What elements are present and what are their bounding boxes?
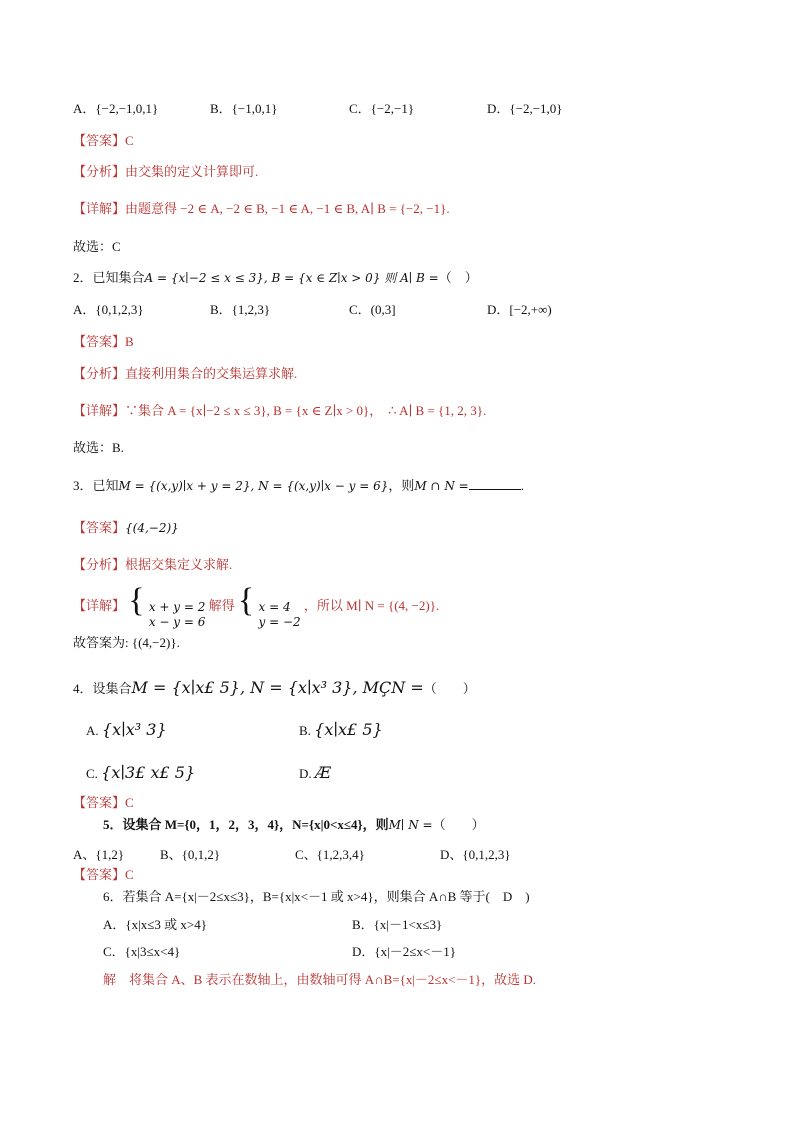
q5-option-a: A、{1,2}: [73, 847, 125, 862]
q5-answer-row: [73, 866, 134, 884]
q3-stem: [73, 477, 524, 495]
q2-stem-prefix: 2．已知集合: [73, 270, 145, 285]
q1-option-a: A．{−2,−1,0,1}: [73, 101, 159, 116]
q3-solve-word: 解得: [208, 597, 235, 613]
option-letter: C.: [86, 766, 98, 781]
q5-option-d: D、{0,1,2,3}: [440, 847, 511, 862]
q1-choice: 故选：C: [73, 239, 121, 254]
q5-stem-text: 5．设集合 M={0，1，2，3，4}，N={x|0<x≤4}，则: [103, 817, 389, 832]
q3-stem-prefix: 3．已知: [73, 478, 119, 493]
q3-detail-row: [73, 584, 439, 630]
q2-option-d: D．[−2,+∞): [487, 302, 552, 317]
q4-stem-prefix: 4．设集合: [73, 681, 132, 696]
q3-final: 故答案为: {(4,−2)}.: [73, 635, 180, 650]
answer-tag: 【答案】: [73, 133, 126, 148]
answer-tag: 【答案】: [73, 867, 126, 882]
detail-tag: 【详解】: [73, 403, 126, 418]
answer-tag: 【答案】: [73, 795, 126, 810]
q4-option-a: [86, 719, 167, 742]
q3-answer-row: [73, 519, 179, 537]
q3-stem-end: .: [520, 478, 524, 493]
q2-detail-b: ∴ A∣ B = {1, 2, 3}.: [388, 403, 487, 418]
q2-analysis: 直接利用集合的交集运算求解.: [125, 366, 298, 381]
option-letter: D.: [299, 766, 312, 781]
analysis-tag: 【分析】: [73, 557, 126, 572]
q4-option-c: [86, 762, 195, 785]
q2-stem-paren: （ ）: [438, 270, 478, 285]
q6-option-b: B．{x|－1<x≤3}: [352, 917, 443, 932]
q4-option-d: [299, 762, 331, 785]
q5-option-b: B、{0,1,2}: [160, 847, 221, 862]
q1-analysis: 由交集的定义计算即可.: [125, 164, 259, 179]
q6-option-a: A．{x|x≤3 或 x>4}: [103, 917, 207, 932]
q2-answer-row: [73, 333, 134, 351]
q5-stem-math: M∣ N =: [388, 818, 433, 832]
q1-option-b: B．{−1,0,1}: [210, 101, 278, 116]
option-letter: B.: [299, 723, 311, 738]
q3-analysis: 根据交集定义求解.: [125, 557, 233, 572]
analysis-tag: 【分析】: [73, 164, 126, 179]
option-letter: A.: [86, 723, 99, 738]
q5-stem-paren: （ ）: [432, 817, 485, 832]
q3-system-1: [128, 584, 205, 630]
q1-answer: C: [125, 133, 134, 148]
q5-stem: [103, 816, 485, 834]
q1-detail-row: [73, 200, 450, 218]
q4-answer: C: [125, 795, 134, 810]
q3-answer: {(4,−2)}: [125, 521, 179, 535]
detail-tag: 【详解】: [73, 597, 126, 613]
q1-option-c: C．{−2,−1}: [349, 101, 415, 116]
q1-analysis-row: [73, 163, 258, 181]
q2-stem: [73, 269, 478, 287]
q2-option-b: B．{1,2,3}: [210, 302, 271, 317]
option-text: {x∣x³ 3}: [101, 720, 167, 739]
q2-analysis-row: [73, 365, 297, 383]
q4-answer-row: [73, 794, 134, 812]
q3-analysis-row: [73, 556, 232, 574]
q4-stem: [73, 677, 476, 700]
q4-stem-math: M = {x∣x£ 5}, N = {x∣x³ 3}, MÇN =: [131, 678, 424, 697]
left-brace: {: [128, 582, 145, 619]
q2-option-c: C．(0,3]: [349, 302, 396, 317]
q4-stem-paren: （ ）: [423, 681, 476, 696]
q5-answer: C: [125, 867, 134, 882]
q3-stem-math: M = {(x,y)∣x + y = 2}, N = {(x,y)∣x − y = 6}: [118, 479, 389, 493]
answer-tag: 【答案】: [73, 334, 126, 349]
detail-tag: 【详解】: [73, 201, 126, 216]
q3-detail-end: ，所以 M∣ N = {(4, −2)}.: [303, 597, 440, 613]
left-brace: {: [237, 582, 255, 619]
q3-sys1-eq2: x − y = 6: [148, 615, 206, 629]
option-text: {x∣3£ x£ 5}: [101, 763, 196, 782]
q2-detail-row: [73, 402, 486, 420]
answer-tag: 【答案】: [73, 520, 126, 535]
analysis-tag: 【分析】: [73, 366, 126, 381]
option-text: Æ: [314, 763, 331, 782]
q5-option-c: C、{1,2,3,4}: [295, 847, 365, 862]
q2-option-a: A．{0,1,2,3}: [73, 302, 144, 317]
q1-detail: 由题意得 −2 ∈ A, −2 ∈ B, −1 ∈ A, −1 ∈ B, A∣ B = {−2, −1}.: [125, 201, 450, 216]
q6-stem: 6．若集合 A={x|－2≤x≤3}，B={x|x<－1 或 x>4}，则集合 A∩B 等于( D ): [103, 889, 530, 904]
q1-option-d: D．{−2,−1,0}: [487, 101, 563, 116]
q2-answer: B: [125, 334, 134, 349]
q2-detail-a: ∵集合 A = {x∣−2 ≤ x ≤ 3}, B = {x ∈ Z∣x > 0}，: [125, 403, 383, 418]
q3-system-2: [238, 584, 301, 630]
q6-solution: 解 将集合 A、B 表示在数轴上，由数轴可得 A∩B={x|－2≤x<－1}，故选 D.: [103, 972, 537, 987]
q3-stem-math2: M ∩ N =: [414, 479, 469, 493]
option-text: {x∣x£ 5}: [314, 720, 383, 739]
q2-stem-math: A = {x∣−2 ≤ x ≤ 3}, B = {x ∈ Z∣x > 0} 则 A∣ B =: [144, 271, 439, 285]
q3-sys2-eq1: x = 4: [258, 600, 291, 614]
q4-option-b: [299, 719, 383, 742]
q6-option-c: C．{x|3≤x<4}: [103, 944, 181, 959]
q3-sys2-eq2: y = −2: [258, 615, 301, 629]
q2-choice: 故选：B.: [73, 440, 124, 455]
q3-sys1-eq1: x + y = 2: [148, 600, 206, 614]
q3-stem-mid: ，则: [388, 478, 415, 493]
answer-blank: [469, 477, 521, 490]
q6-option-d: D．{x|－2≤x<－1}: [352, 944, 456, 959]
q1-answer-row: [73, 132, 134, 150]
